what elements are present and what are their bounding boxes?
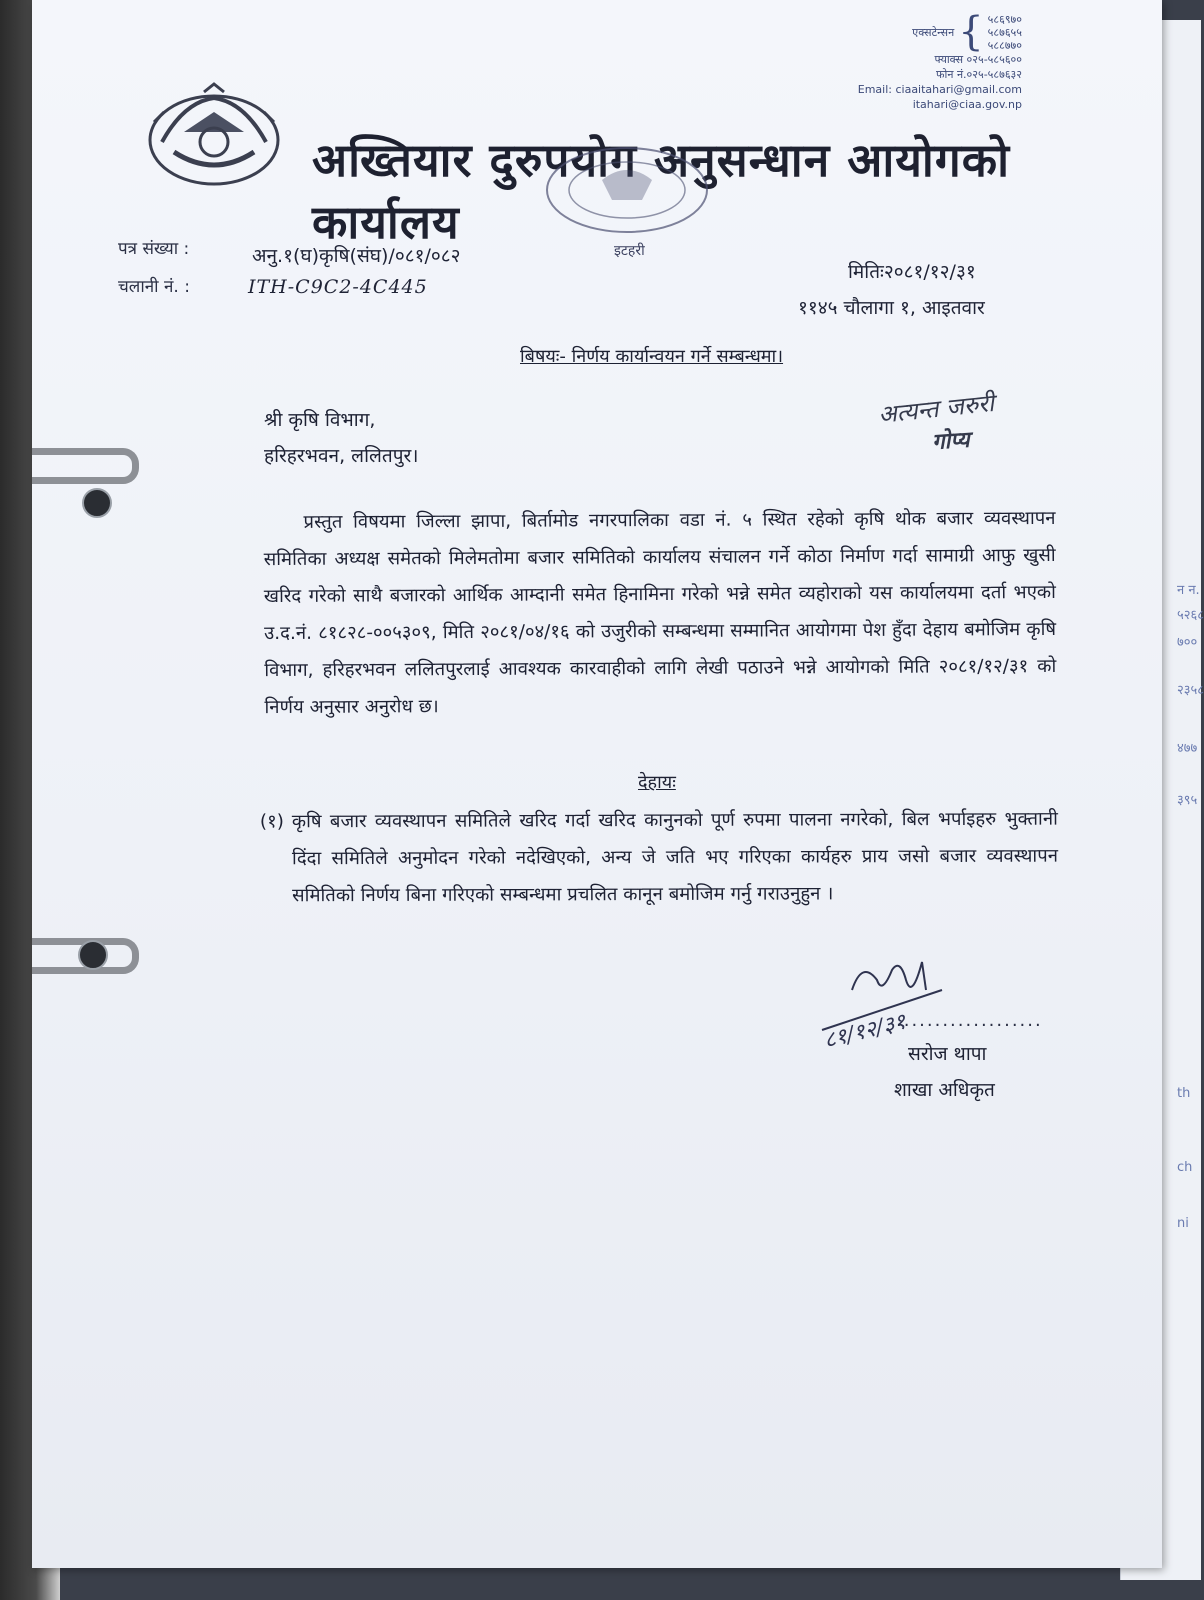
phone-number: फोन नं.०२५-५८७६३२ bbox=[936, 68, 1022, 81]
binder-ring bbox=[32, 448, 139, 484]
fragment-text: न न. bbox=[1177, 583, 1200, 598]
office-title: अख्तियार दुरुपयोग अनुसन्धान आयोगको कार्यालय bbox=[312, 133, 1010, 249]
extension-label: एक्सटेन्सन bbox=[912, 25, 955, 39]
signer-name: सरोज थापा bbox=[908, 1043, 987, 1065]
dispatch-no-value: ITH-C9C2-4C445 bbox=[248, 276, 428, 298]
letter-date: मितिः२०८१/१२/३१ bbox=[848, 261, 976, 283]
body-paragraph: प्रस्तुत विषयमा जिल्ला झापा, बिर्तामोड नगरपालिका वडा नं. ५ स्थित रहेको कृषि थोक बजार व्यवस्थापन समितिका अध्यक्ष समेतको मिलेमतोमा बजार समितिको कार्यालय संचालन गर्ने कोठा निर्माण गर्दा सामाग्री आफु खुसी खरिद गरेको साथै बजारको आर्थिक आम्दानी समेत हिनामिना गरेको भन्ने समेत व्यहोराको यस कार्यालयमा दर्ता भएको उ.द.नं. ८१८२८-००५३०९, मिति २०८१/०४/१६ को उजुरीको सम्बन्धमा सम्मानित आयोगमा पेश हुँदा देहाय बमोजिम कृषि विभाग, हरिहरभवन ललितपुरलाई आवश्यक कारवाहीको लागि लेखी पठाउने भन्ने आयोगको मिति २०८१/१२/३१ को निर्णय अनुसार अनुरोध छ। bbox=[263, 507, 1057, 719]
brace-icon: { bbox=[958, 9, 984, 55]
item-text: कृषि बजार व्यवस्थापन समितिले खरिद गर्दा खरिद कानुनको पूर्ण रुपमा पालना नगरेको, बिल भर्पाइहरु भुक्तानी दिंदा समितिले अनुमोदन गरेको नदेखिएको, अन्य जे जति भए गरिएका कार्यहरु प्राय जसो बजार व्यवस्थापन समितिको निर्णय बिना गरिएको सम्बन्धमा प्रचलित कानून बमोजिम गर्नु गराउनुहुन । bbox=[291, 808, 1059, 907]
recipient-line-1: श्री कृषि विभाग, bbox=[264, 409, 376, 431]
letter-no-value: अनु.१(घ)कृषि(संघ)/०८१/०८२ bbox=[252, 245, 461, 267]
confidential-note: गोप्य bbox=[931, 426, 971, 456]
nepal-emblem-icon bbox=[144, 82, 284, 186]
contact-info bbox=[857, 9, 1022, 112]
punch-hole bbox=[78, 940, 108, 970]
dehaya-heading: देहायः bbox=[638, 772, 676, 793]
signer-title: शाखा अधिकृत bbox=[894, 1079, 995, 1101]
email-primary: Email: ciaaitahari@gmail.com bbox=[857, 83, 1022, 96]
signature-date: ८१/१२/३१ bbox=[821, 1009, 909, 1054]
fragment-text: ni bbox=[1177, 1216, 1189, 1231]
fax-number: फ्याक्स ०२५-५८५६०० bbox=[934, 53, 1022, 66]
letter-no-label: पत्र संख्या : bbox=[118, 239, 190, 259]
subject-line: बिषयः- निर्णय कार्यान्वयन गर्ने सम्बन्धमा। bbox=[520, 346, 784, 367]
fragment-text: २३५८ bbox=[1177, 683, 1204, 698]
fragment-text: ७०० bbox=[1177, 635, 1198, 650]
item-number: (१) bbox=[259, 811, 284, 833]
office-stamp-icon bbox=[532, 140, 722, 260]
fragment-text: ४७७ bbox=[1177, 741, 1198, 756]
fragment-text: ३९५ bbox=[1177, 793, 1198, 808]
dispatch-no-label: चलानी नं. : bbox=[118, 277, 190, 297]
letter-page bbox=[32, 0, 1162, 1568]
signature-dots: ................... bbox=[896, 1010, 1043, 1031]
extension-number: ५८६९७० bbox=[987, 12, 1022, 26]
extension-number: ५८७६५५ bbox=[987, 25, 1022, 39]
punch-hole bbox=[82, 488, 112, 518]
list-item bbox=[260, 801, 1058, 915]
fragment-text: th bbox=[1177, 1086, 1191, 1101]
fragment-text: ch bbox=[1177, 1160, 1193, 1175]
stamp-location: इटहरी bbox=[614, 243, 645, 259]
extension-number: ५८८७७० bbox=[987, 38, 1022, 52]
recipient-line-2: हरिहरभवन, ललितपुर। bbox=[264, 445, 419, 467]
fragment-text: ५२६८ bbox=[1177, 608, 1204, 623]
urgent-note: अत्यन्त जरुरी bbox=[876, 389, 996, 429]
letter-address-line: ११४५ चौलागा १, आइतवार bbox=[798, 297, 985, 319]
email-secondary: itahari@ciaa.gov.np bbox=[912, 98, 1022, 111]
extension-block bbox=[858, 9, 1022, 55]
